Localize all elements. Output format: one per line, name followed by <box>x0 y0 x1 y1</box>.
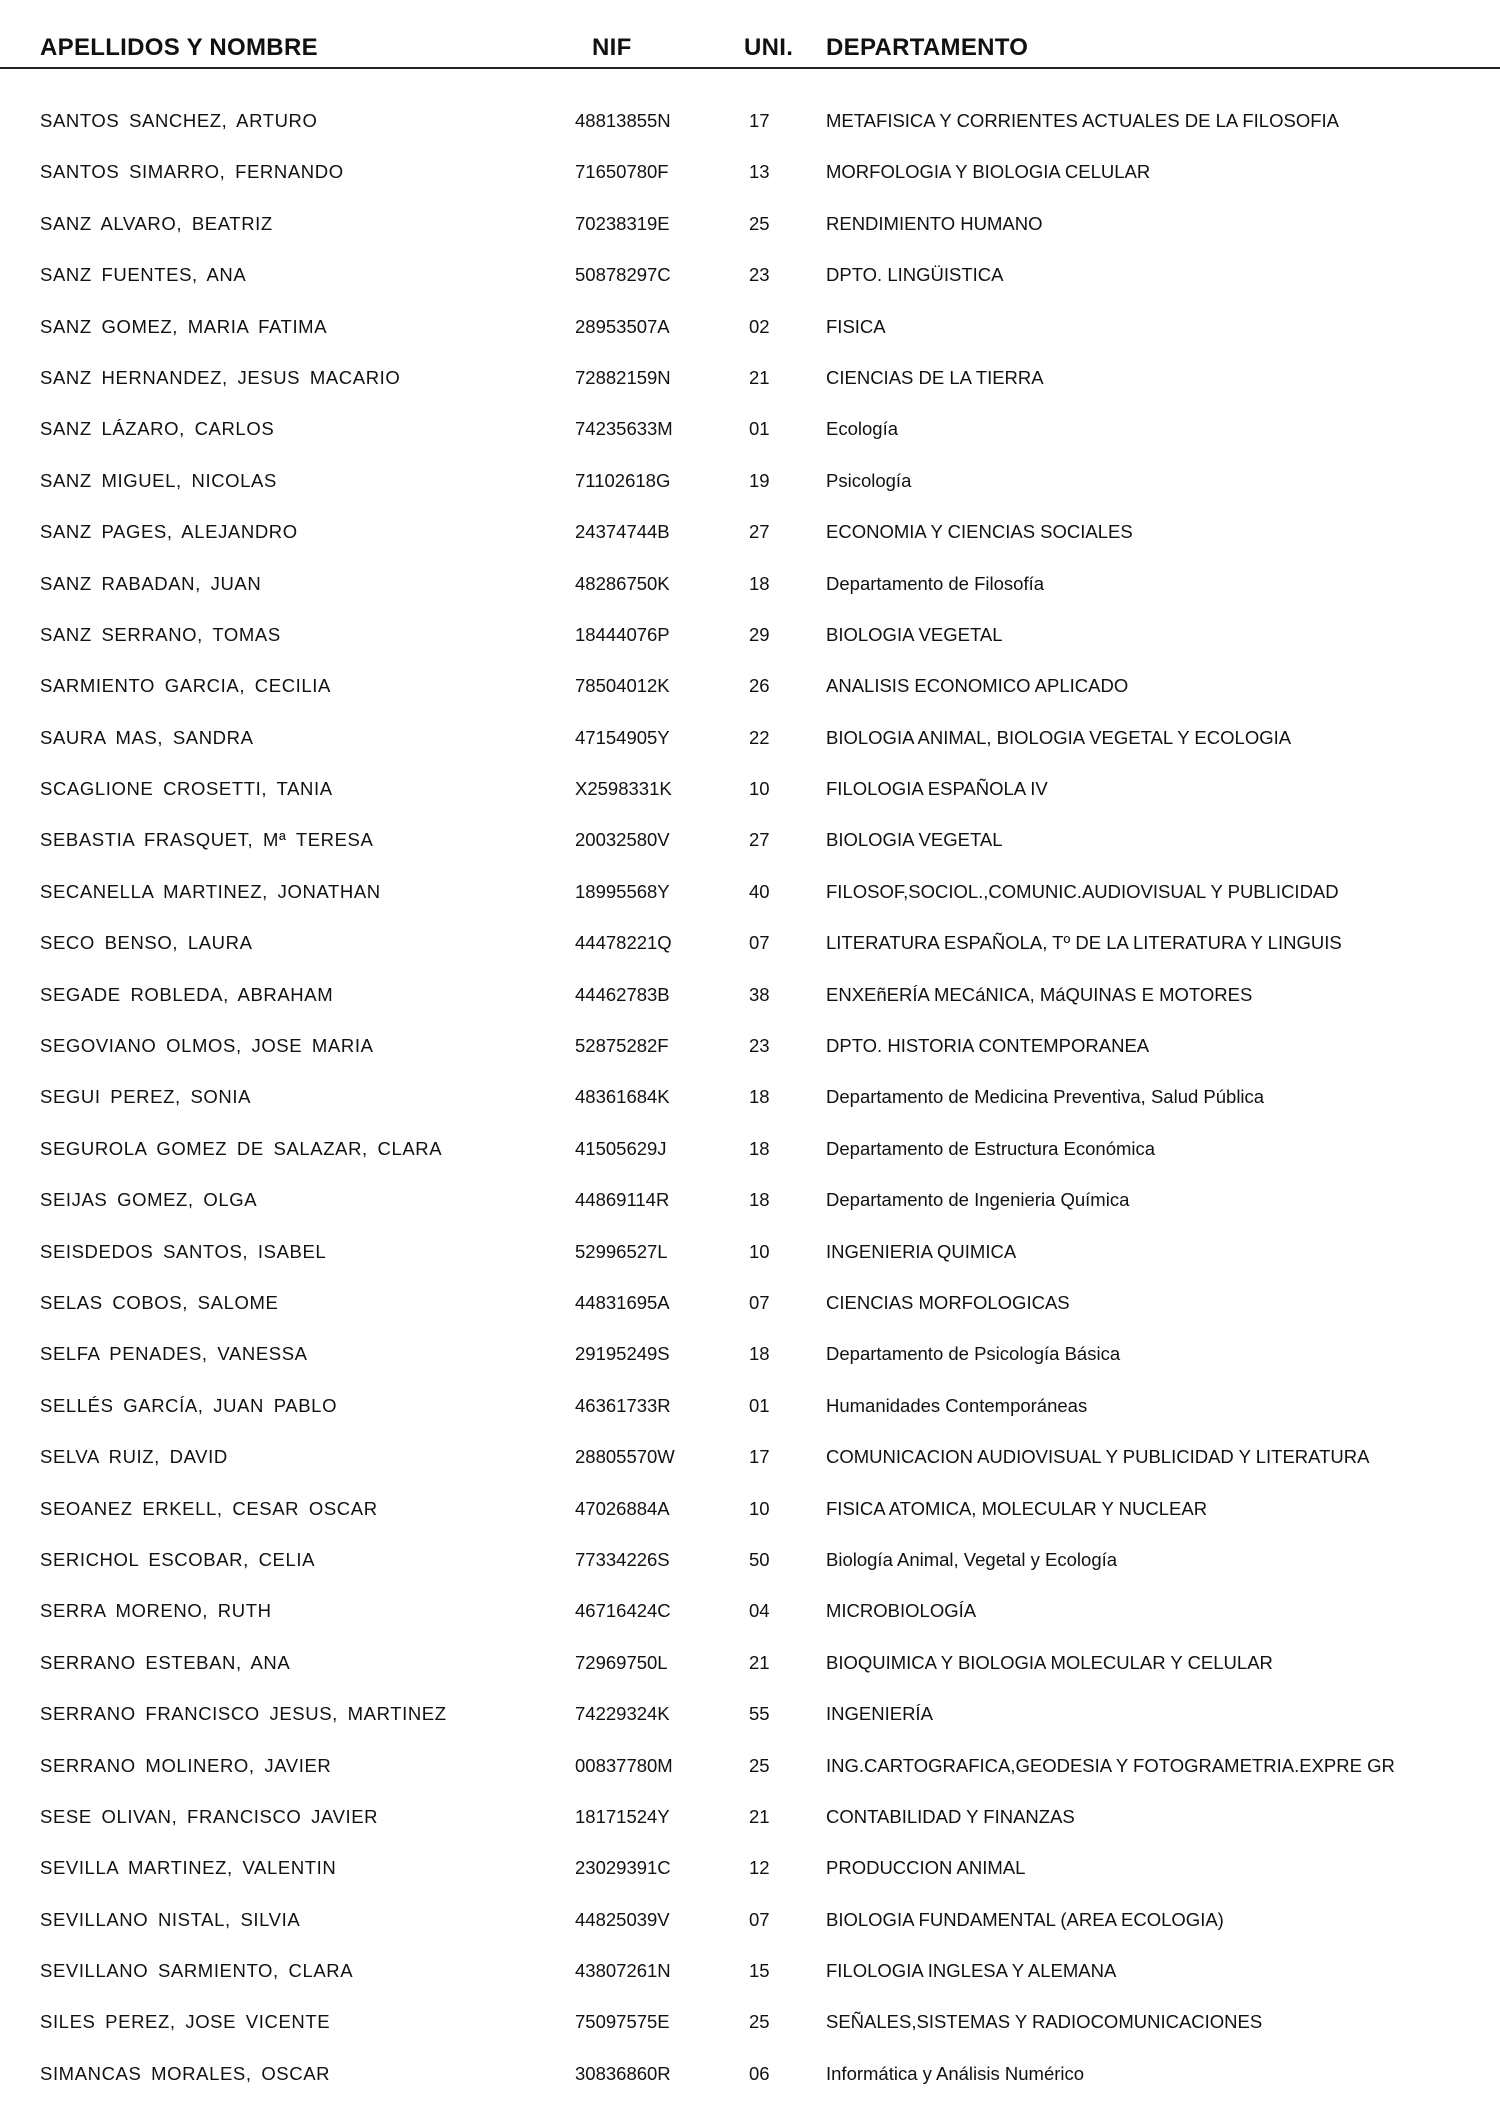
row-uni: 21 <box>749 366 770 388</box>
row-name: SEGADE ROBLEDA, ABRAHAM <box>40 983 334 1005</box>
table-row <box>0 563 1500 614</box>
table-row <box>0 1539 1500 1590</box>
row-departamento: Departamento de Psicología Básica <box>826 1343 1121 1365</box>
row-name: SERRANO ESTEBAN, ANA <box>40 1651 291 1673</box>
header-uni: UNI. <box>744 34 794 61</box>
table-row <box>0 614 1500 665</box>
table-row <box>0 665 1500 716</box>
row-departamento: Psicología <box>826 469 912 491</box>
table-row <box>0 1436 1500 1487</box>
row-name: SANZ LÁZARO, CARLOS <box>40 418 275 440</box>
row-departamento: METAFISICA Y CORRIENTES ACTUALES DE LA FILOSOFIA <box>826 110 1339 131</box>
row-uni: 07 <box>749 1908 770 1930</box>
table-row <box>0 1231 1500 1282</box>
row-nif: 72969750L <box>575 1651 668 1673</box>
row-departamento: BIOLOGIA ANIMAL, BIOLOGIA VEGETAL Y ECOLOGIA <box>826 726 1292 748</box>
row-departamento: FISICA <box>826 315 886 337</box>
row-nif: 71650780F <box>575 161 669 183</box>
table-row <box>0 100 1500 151</box>
row-nif: 48286750K <box>575 572 670 594</box>
table-row <box>0 203 1500 254</box>
row-nif: 29195249S <box>575 1343 670 1365</box>
table-row <box>0 254 1500 305</box>
row-departamento: CIENCIAS MORFOLOGICAS <box>826 1291 1070 1313</box>
row-uni: 27 <box>749 521 770 543</box>
row-uni: 21 <box>749 1805 770 1827</box>
row-nif: 41505629J <box>575 1137 667 1159</box>
row-departamento: MORFOLOGIA Y BIOLOGIA CELULAR <box>826 161 1151 183</box>
row-name: SANTOS SANCHEZ, ARTURO <box>40 110 318 131</box>
row-name: SANZ HERNANDEZ, JESUS MACARIO <box>40 366 401 388</box>
table-row <box>0 1796 1500 1847</box>
row-uni: 27 <box>749 829 770 851</box>
row-departamento: CONTABILIDAD Y FINANZAS <box>826 1805 1075 1827</box>
header-nif: NIF <box>592 34 632 61</box>
row-nif: 28805570W <box>575 1446 675 1468</box>
table-header <box>0 0 1500 70</box>
row-name: SIMANCAS MORALES, OSCAR <box>40 2062 331 2084</box>
row-name: SILES PEREZ, JOSE VICENTE <box>40 2011 331 2033</box>
row-departamento: Informática y Análisis Numérico <box>826 2062 1085 2084</box>
row-departamento: DPTO. LINGÜISTICA <box>826 264 1004 286</box>
row-nif: 46361733R <box>575 1394 671 1416</box>
row-name: SEISDEDOS SANTOS, ISABEL <box>40 1240 327 1262</box>
row-name: SELFA PENADES, VANESSA <box>40 1343 308 1365</box>
header-name: APELLIDOS Y NOMBRE <box>40 34 318 61</box>
row-departamento: Biología Animal, Vegetal y Ecología <box>826 1548 1118 1570</box>
table-row <box>0 151 1500 202</box>
row-nif: 77334226S <box>575 1548 670 1570</box>
table-row <box>0 1385 1500 1436</box>
row-uni: 04 <box>749 1600 770 1622</box>
row-name: SECANELLA MARTINEZ, JONATHAN <box>40 880 381 902</box>
row-departamento: FILOSOF,SOCIOL.,COMUNIC.AUDIOVISUAL Y PUBLICIDAD <box>826 880 1339 902</box>
row-departamento: ANALISIS ECONOMICO APLICADO <box>826 675 1129 697</box>
row-departamento: Departamento de Medicina Preventiva, Salud Pública <box>826 1086 1265 1108</box>
table-row <box>0 974 1500 1025</box>
row-uni: 40 <box>749 880 770 902</box>
row-departamento: FILOLOGIA INGLESA Y ALEMANA <box>826 1960 1117 1982</box>
row-nif: 52875282F <box>575 1035 669 1057</box>
table-row <box>0 1642 1500 1693</box>
row-nif: 50878297C <box>575 264 671 286</box>
row-uni: 10 <box>749 1240 770 1262</box>
table-row <box>0 1899 1500 1950</box>
row-name: SEOANEZ ERKELL, CESAR OSCAR <box>40 1497 378 1519</box>
row-uni: 18 <box>749 572 770 594</box>
row-nif: 44462783B <box>575 983 670 1005</box>
row-name: SELVA RUIZ, DAVID <box>40 1446 228 1468</box>
row-uni: 25 <box>749 212 770 234</box>
row-departamento: MICROBIOLOGÍA <box>826 1600 977 1622</box>
row-uni: 26 <box>749 675 770 697</box>
row-uni: 21 <box>749 1651 770 1673</box>
row-departamento: PRODUCCION ANIMAL <box>826 1857 1026 1879</box>
row-departamento: LITERATURA ESPAÑOLA, Tº DE LA LITERATURA Y LINGUIS <box>826 932 1342 954</box>
row-uni: 07 <box>749 932 770 954</box>
row-nif: 18171524Y <box>575 1805 670 1827</box>
row-nif: 43807261N <box>575 1960 671 1982</box>
row-departamento: BIOQUIMICA Y BIOLOGIA MOLECULAR Y CELULAR <box>826 1651 1273 1673</box>
row-nif: 30836860R <box>575 2062 671 2084</box>
table-row <box>0 511 1500 562</box>
row-name: SECO BENSO, LAURA <box>40 932 253 954</box>
table-row <box>0 1025 1500 1076</box>
table-body <box>0 100 1500 2104</box>
row-uni: 07 <box>749 1291 770 1313</box>
row-departamento: ENXEñERÍA MECáNICA, MáQUINAS E MOTORES <box>826 983 1253 1005</box>
row-name: SANZ PAGES, ALEJANDRO <box>40 521 298 543</box>
row-uni: 12 <box>749 1857 770 1879</box>
row-uni: 18 <box>749 1137 770 1159</box>
row-departamento: Ecología <box>826 418 898 440</box>
row-departamento: ECONOMIA Y CIENCIAS SOCIALES <box>826 521 1133 543</box>
row-name: SANZ FUENTES, ANA <box>40 264 247 286</box>
row-uni: 10 <box>749 1497 770 1519</box>
row-uni: 06 <box>749 2062 770 2084</box>
table-row <box>0 2053 1500 2104</box>
row-name: SEBASTIA FRASQUET, Mª TERESA <box>40 829 374 851</box>
table-row <box>0 1333 1500 1384</box>
row-nif: 75097575E <box>575 2011 670 2033</box>
row-nif: 74229324K <box>575 1703 670 1725</box>
row-uni: 17 <box>749 1446 770 1468</box>
row-name: SANZ SERRANO, TOMAS <box>40 623 281 645</box>
row-departamento: SEÑALES,SISTEMAS Y RADIOCOMUNICACIONES <box>826 2011 1263 2033</box>
table-row <box>0 717 1500 768</box>
row-nif: 00837780M <box>575 1754 673 1776</box>
row-nif: 48361684K <box>575 1086 670 1108</box>
table-row <box>0 1076 1500 1127</box>
table-row <box>0 1488 1500 1539</box>
row-departamento: DPTO. HISTORIA CONTEMPORANEA <box>826 1035 1150 1057</box>
row-nif: 48813855N <box>575 110 671 131</box>
row-nif: 18995568Y <box>575 880 670 902</box>
row-name: SEGUI PEREZ, SONIA <box>40 1086 252 1108</box>
row-departamento: BIOLOGIA VEGETAL <box>826 623 1003 645</box>
row-name: SEGOVIANO OLMOS, JOSE MARIA <box>40 1035 374 1057</box>
table-row <box>0 1847 1500 1898</box>
table-row <box>0 460 1500 511</box>
row-departamento: FISICA ATOMICA, MOLECULAR Y NUCLEAR <box>826 1497 1208 1519</box>
row-nif: X2598331K <box>575 778 672 800</box>
row-name: SESE OLIVAN, FRANCISCO JAVIER <box>40 1805 379 1827</box>
row-name: SEIJAS GOMEZ, OLGA <box>40 1189 258 1211</box>
row-nif: 44478221Q <box>575 932 672 954</box>
row-name: SANZ GOMEZ, MARIA FATIMA <box>40 315 328 337</box>
row-uni: 25 <box>749 1754 770 1776</box>
row-nif: 74235633M <box>575 418 673 440</box>
table-row <box>0 1282 1500 1333</box>
row-uni: 23 <box>749 264 770 286</box>
row-nif: 44869114R <box>575 1189 670 1211</box>
row-departamento: CIENCIAS DE LA TIERRA <box>826 366 1044 388</box>
row-uni: 13 <box>749 161 770 183</box>
table-row <box>0 306 1500 357</box>
row-departamento: ING.CARTOGRAFICA,GEODESIA Y FOTOGRAMETRIA.EXPRE GR <box>826 1754 1395 1776</box>
row-name: SANZ ALVARO, BEATRIZ <box>40 212 273 234</box>
row-uni: 15 <box>749 1960 770 1982</box>
row-name: SEVILLANO NISTAL, SILVIA <box>40 1908 301 1930</box>
table-row <box>0 871 1500 922</box>
row-uni: 29 <box>749 623 770 645</box>
row-nif: 47154905Y <box>575 726 670 748</box>
row-uni: 01 <box>749 418 770 440</box>
row-name: SELLÉS GARCÍA, JUAN PABLO <box>40 1394 338 1416</box>
table-row <box>0 1179 1500 1230</box>
header-departamento: DEPARTAMENTO <box>826 34 1029 61</box>
row-uni: 01 <box>749 1394 770 1416</box>
table-row <box>0 1590 1500 1641</box>
row-nif: 20032580V <box>575 829 670 851</box>
row-uni: 25 <box>749 2011 770 2033</box>
row-departamento: BIOLOGIA VEGETAL <box>826 829 1003 851</box>
table-row <box>0 2001 1500 2052</box>
row-uni: 50 <box>749 1548 770 1570</box>
row-departamento: INGENIERIA QUIMICA <box>826 1240 1017 1262</box>
row-departamento: RENDIMIENTO HUMANO <box>826 212 1043 234</box>
table-row <box>0 922 1500 973</box>
row-departamento: COMUNICACION AUDIOVISUAL Y PUBLICIDAD Y LITERATURA <box>826 1446 1370 1468</box>
row-uni: 55 <box>749 1703 770 1725</box>
table-row <box>0 1693 1500 1744</box>
table-row <box>0 1745 1500 1796</box>
row-nif: 44825039V <box>575 1908 670 1930</box>
row-name: SERRA MORENO, RUTH <box>40 1600 272 1622</box>
row-name: SCAGLIONE CROSETTI, TANIA <box>40 778 333 800</box>
row-name: SANTOS SIMARRO, FERNANDO <box>40 161 344 183</box>
row-departamento: Humanidades Contemporáneas <box>826 1394 1088 1416</box>
row-nif: 44831695A <box>575 1291 670 1313</box>
row-departamento: INGENIERÍA <box>826 1703 933 1725</box>
row-departamento: Departamento de Ingenieria Química <box>826 1189 1130 1211</box>
header-rule <box>0 67 1500 69</box>
row-uni: 18 <box>749 1189 770 1211</box>
row-name: SERRANO MOLINERO, JAVIER <box>40 1754 332 1776</box>
table-row <box>0 1128 1500 1179</box>
row-nif: 71102618G <box>575 469 671 491</box>
row-uni: 23 <box>749 1035 770 1057</box>
row-name: SEGUROLA GOMEZ DE SALAZAR, CLARA <box>40 1137 443 1159</box>
row-nif: 28953507A <box>575 315 670 337</box>
row-nif: 18444076P <box>575 623 670 645</box>
row-name: SANZ MIGUEL, NICOLAS <box>40 469 277 491</box>
table-row <box>0 819 1500 870</box>
row-uni: 38 <box>749 983 770 1005</box>
row-departamento: Departamento de Estructura Económica <box>826 1137 1156 1159</box>
row-name: SAURA MAS, SANDRA <box>40 726 254 748</box>
row-nif: 47026884A <box>575 1497 670 1519</box>
row-name: SEVILLANO SARMIENTO, CLARA <box>40 1960 354 1982</box>
row-name: SANZ RABADAN, JUAN <box>40 572 262 594</box>
row-name: SARMIENTO GARCIA, CECILIA <box>40 675 331 697</box>
row-nif: 70238319E <box>575 212 670 234</box>
row-name: SEVILLA MARTINEZ, VALENTIN <box>40 1857 337 1879</box>
row-uni: 18 <box>749 1086 770 1108</box>
row-nif: 72882159N <box>575 366 671 388</box>
row-uni: 18 <box>749 1343 770 1365</box>
row-name: SERRANO FRANCISCO JESUS, MARTINEZ <box>40 1703 447 1725</box>
row-uni: 19 <box>749 469 770 491</box>
row-nif: 78504012K <box>575 675 670 697</box>
table-row <box>0 768 1500 819</box>
row-uni: 22 <box>749 726 770 748</box>
row-nif: 52996527L <box>575 1240 668 1262</box>
row-nif: 46716424C <box>575 1600 671 1622</box>
row-nif: 23029391C <box>575 1857 671 1879</box>
table-row <box>0 408 1500 459</box>
row-uni: 02 <box>749 315 770 337</box>
table-row <box>0 1950 1500 2001</box>
row-uni: 10 <box>749 778 770 800</box>
row-name: SERICHOL ESCOBAR, CELIA <box>40 1548 316 1570</box>
row-departamento: FILOLOGIA ESPAÑOLA IV <box>826 778 1048 800</box>
row-departamento: BIOLOGIA FUNDAMENTAL (AREA ECOLOGIA) <box>826 1908 1224 1930</box>
row-departamento: Departamento de Filosofía <box>826 572 1045 594</box>
table-row <box>0 357 1500 408</box>
row-name: SELAS COBOS, SALOME <box>40 1291 279 1313</box>
row-nif: 24374744B <box>575 521 670 543</box>
row-uni: 17 <box>749 110 770 131</box>
